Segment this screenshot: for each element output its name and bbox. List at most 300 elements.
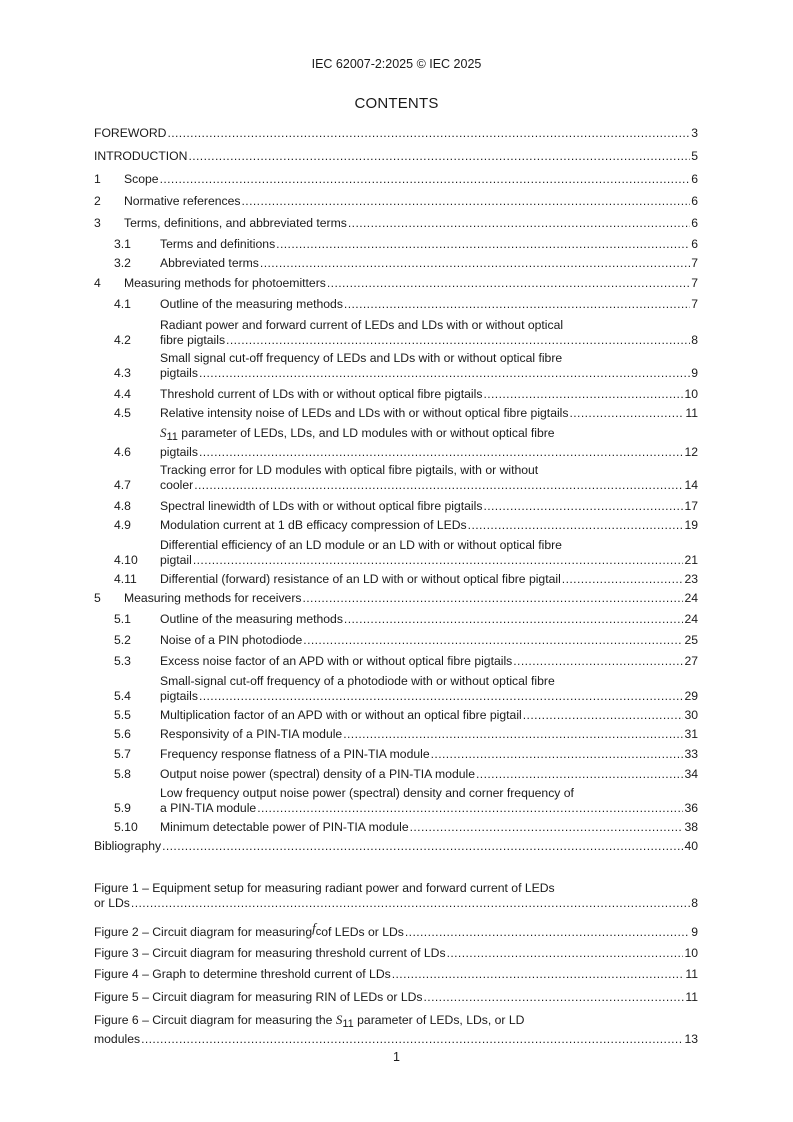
figure-title-text: Figure 5 – Circuit diagram for measuring RIN of LEDs or LDs — [94, 990, 423, 1004]
toc-row — [94, 387, 698, 402]
page-reference[interactable]: 10 — [684, 387, 698, 401]
toc-title-text: Differential (forward) resistance of an LD with or without optical fibre pigtail — [160, 572, 561, 586]
figure-title-text: modules — [94, 1032, 141, 1046]
toc-entry[interactable] — [94, 172, 698, 187]
toc-entry[interactable] — [94, 591, 698, 606]
toc-title-line — [124, 276, 698, 291]
page-reference[interactable]: 31 — [684, 727, 698, 741]
toc-title-text: parameter of LEDs, LDs, and LD modules with or without optical fibre — [177, 426, 555, 440]
toc-entry[interactable] — [94, 538, 698, 568]
section-number: 4.10 — [114, 553, 138, 567]
toc-title-text: cooler — [160, 478, 194, 492]
section-number: 5.5 — [114, 708, 131, 722]
toc-entry[interactable] — [94, 786, 698, 816]
figure-entry[interactable] — [94, 946, 698, 961]
toc-row — [94, 237, 698, 252]
toc-title-text: Normative references — [124, 194, 241, 208]
toc-entry[interactable] — [94, 318, 698, 348]
section-number: 5.6 — [114, 727, 131, 741]
toc-title-line — [160, 708, 698, 723]
toc-title-block — [94, 839, 698, 854]
dot-leader — [226, 333, 690, 348]
figure-title-text: Figure 3 – Circuit diagram for measuring threshold current of LDs — [94, 946, 446, 960]
toc-entry[interactable] — [94, 149, 698, 164]
section-number: 4.8 — [114, 499, 131, 513]
toc-entry[interactable] — [94, 276, 698, 291]
page-reference[interactable]: 17 — [684, 499, 698, 513]
figure-title-text: Figure 6 – Circuit diagram for measuring the — [94, 1013, 336, 1027]
math-subscript: 11 — [342, 1018, 354, 1030]
figure-entry[interactable] — [94, 1012, 698, 1047]
toc-title-line — [160, 727, 698, 742]
page-number: 1 — [393, 1050, 400, 1064]
dot-leader — [188, 149, 690, 164]
page-reference[interactable]: 30 — [684, 708, 698, 722]
figure-title-text: Figure 1 – Equipment setup for measuring radiant power and forward current of LEDs — [94, 881, 555, 895]
dot-leader — [260, 256, 690, 271]
section-number: 3.1 — [114, 237, 131, 251]
toc-entry[interactable] — [94, 256, 698, 271]
figure-title-block — [94, 1012, 698, 1047]
toc-title-block — [160, 387, 698, 402]
toc-title-line — [160, 445, 698, 460]
toc-entry[interactable] — [94, 194, 698, 209]
toc-title-text: Outline of the measuring methods — [160, 612, 343, 626]
toc-title-text: Radiant power and forward current of LEDs and LDs with or without optical — [160, 318, 564, 332]
page-reference[interactable]: 6 — [691, 237, 698, 251]
dot-leader — [523, 708, 684, 723]
section-number: 3 — [94, 216, 101, 230]
section-number: 5.2 — [114, 633, 131, 647]
page-reference[interactable]: 24 — [684, 591, 698, 605]
page-reference[interactable]: 5 — [691, 149, 698, 163]
section-number: 4.9 — [114, 518, 131, 532]
toc-row — [94, 820, 698, 835]
page-reference[interactable]: 6 — [691, 216, 698, 230]
toc-title-text: pigtail — [160, 553, 192, 567]
toc-title-text: fibre pigtails — [160, 333, 226, 347]
toc-title-line — [124, 194, 698, 209]
toc-title-text: Terms, definitions, and abbreviated terms — [124, 216, 347, 230]
figure-entry[interactable] — [94, 920, 698, 940]
toc-title-line — [94, 126, 698, 141]
figure-title-line — [94, 990, 698, 1005]
toc-title-block — [94, 126, 698, 141]
page-reference[interactable]: 29 — [684, 689, 698, 703]
toc-title-text: Threshold current of LDs with or without optical fibre pigtails — [160, 387, 483, 401]
toc-row — [94, 297, 698, 312]
page-reference[interactable]: 19 — [684, 518, 698, 532]
toc-title-line — [160, 318, 698, 333]
toc-title-block — [160, 425, 698, 460]
toc-title-text: pigtails — [160, 366, 198, 380]
toc-row — [94, 612, 698, 627]
toc-title-line — [160, 674, 698, 689]
toc-title-text: Minimum detectable power of PIN-TIA module — [160, 820, 409, 834]
toc-title-line — [160, 366, 698, 381]
toc-title-text: INTRODUCTION — [94, 149, 188, 163]
dot-leader — [303, 633, 683, 648]
figure-title-text: Figure 4 – Graph to determine threshold current of LDs — [94, 967, 391, 981]
toc-row — [94, 463, 698, 493]
toc-title-block — [160, 297, 698, 312]
toc-title-line — [160, 406, 698, 421]
dot-leader — [447, 946, 684, 961]
toc-entry[interactable] — [94, 518, 698, 533]
toc-title-block — [160, 654, 698, 669]
toc-title-block — [160, 820, 698, 835]
toc-title-block — [160, 538, 698, 568]
figure-title-block — [94, 967, 698, 982]
toc-row — [94, 216, 698, 231]
figure-title-text: of LEDs or LDs — [321, 925, 404, 939]
toc-title-text: Spectral linewidth of LDs with or without optical fibre pigtails — [160, 499, 483, 513]
toc-row — [94, 126, 698, 141]
math-symbol: $f_c$ — [312, 920, 322, 938]
dot-leader — [302, 591, 683, 606]
toc-title-line — [160, 333, 698, 348]
section-number: 4.11 — [114, 572, 137, 586]
toc-title-text: Excess noise factor of an APD with or without optical fibre pigtails — [160, 654, 513, 668]
toc-entry[interactable] — [94, 674, 698, 704]
figure-title-text: or LDs — [94, 896, 130, 910]
figure-entry[interactable] — [94, 990, 698, 1005]
toc-entry[interactable] — [94, 612, 698, 627]
dot-leader — [468, 518, 684, 533]
toc-title-line — [160, 518, 698, 533]
toc-title-block — [160, 318, 698, 348]
figure-title-line — [94, 946, 698, 961]
toc-title-block — [160, 237, 698, 252]
toc-title-text: Output noise power (spectral) density of a PIN-TIA module — [160, 767, 475, 781]
toc-row — [94, 499, 698, 514]
section-number: 4.2 — [114, 333, 131, 347]
toc-title-line — [160, 689, 698, 704]
toc-title-line — [160, 538, 698, 553]
toc-title-line — [160, 297, 698, 312]
toc-row — [94, 747, 698, 762]
toc-title-text: Small signal cut-off frequency of LEDs and LDs with or without optical fibre — [160, 351, 563, 365]
page-reference[interactable]: 8 — [691, 333, 698, 347]
figure-title-text: Figure 2 – Circuit diagram for measuring — [94, 925, 313, 939]
math-subscript: 11 — [166, 431, 178, 443]
toc-title-text: Relative intensity noise of LEDs and LDs with or without optical fibre pigtails — [160, 406, 569, 420]
toc-title-block — [160, 786, 698, 816]
section-number: 4.6 — [114, 445, 131, 459]
page-title: CONTENTS — [354, 95, 439, 112]
page-reference[interactable]: 8 — [691, 896, 698, 910]
page-reference[interactable]: 9 — [691, 925, 698, 939]
toc-title-block — [160, 518, 698, 533]
page-reference[interactable]: 21 — [684, 553, 698, 567]
toc-title-text: Small-signal cut-off frequency of a photodiode with or without optical fibre — [160, 674, 555, 688]
dot-leader — [424, 990, 685, 1005]
toc-entry[interactable] — [94, 727, 698, 742]
toc-title-text: Low frequency output noise power (spectral) density and corner frequency of — [160, 786, 574, 800]
toc-title-line — [160, 572, 698, 587]
page-reference[interactable]: 12 — [684, 445, 698, 459]
toc-row — [94, 256, 698, 271]
toc-title-text: Frequency response flatness of a PIN-TIA module — [160, 747, 430, 761]
page-reference[interactable]: 7 — [691, 297, 698, 311]
toc-title-block — [160, 351, 698, 381]
dot-leader — [160, 172, 691, 187]
toc-row — [94, 591, 698, 606]
page-reference[interactable]: 7 — [691, 276, 698, 290]
page-reference[interactable]: 11 — [685, 406, 698, 420]
toc-entry[interactable] — [94, 351, 698, 381]
toc-title-block — [160, 674, 698, 704]
toc-title-line — [160, 499, 698, 514]
toc-row — [94, 839, 698, 854]
toc-title-line — [160, 237, 698, 252]
section-number: 1 — [94, 172, 101, 186]
toc-title-block — [160, 767, 698, 782]
page-reference[interactable]: 40 — [684, 839, 698, 853]
toc-title-line — [160, 478, 698, 493]
toc-entry[interactable] — [94, 463, 698, 493]
section-number: 5.7 — [114, 747, 131, 761]
toc-title-line — [124, 172, 698, 187]
page-reference[interactable]: 13 — [684, 1032, 698, 1046]
toc-title-text: Outline of the measuring methods — [160, 297, 343, 311]
toc-row — [94, 318, 698, 348]
toc-row — [94, 351, 698, 381]
toc-title-line — [160, 612, 698, 627]
page-reference[interactable]: 11 — [685, 990, 698, 1004]
toc-title-text: Abbreviated terms — [160, 256, 259, 270]
page-reference[interactable]: 11 — [685, 967, 698, 981]
dot-leader — [242, 194, 691, 209]
toc-title-line — [160, 820, 698, 835]
section-number: 4.4 — [114, 387, 131, 401]
math-symbol: $S_{11}$ — [335, 1012, 354, 1030]
dot-leader — [344, 297, 690, 312]
toc-title-block — [124, 276, 698, 291]
toc-title-line — [160, 633, 698, 648]
dot-leader — [410, 820, 684, 835]
section-number: 4.3 — [114, 366, 131, 380]
toc-row — [94, 518, 698, 533]
section-number: 5.10 — [114, 820, 138, 834]
toc-entry[interactable] — [94, 216, 698, 231]
toc-title-text: Tracking error for LD modules with optical fibre pigtails, with or without — [160, 463, 539, 477]
dot-leader — [327, 276, 690, 291]
toc-entry[interactable] — [94, 297, 698, 312]
toc-title-text: Differential efficiency of an LD module or an LD with or without optical fibre — [160, 538, 562, 552]
page-reference[interactable]: 9 — [691, 366, 698, 380]
toc-title-text: Noise of a PIN photodiode — [160, 633, 303, 647]
math-symbol: $S_{11}$ — [160, 425, 178, 443]
toc-title-text: FOREWORD — [94, 126, 167, 140]
toc-entry[interactable] — [94, 633, 698, 648]
toc-entry[interactable] — [94, 126, 698, 141]
toc-entry[interactable] — [94, 406, 698, 421]
section-number: 5.8 — [114, 767, 131, 781]
page-reference[interactable]: 6 — [691, 172, 698, 186]
page-reference[interactable]: 6 — [691, 194, 698, 208]
page-reference[interactable]: 3 — [691, 126, 698, 140]
section-number: 2 — [94, 194, 101, 208]
dot-leader — [569, 406, 684, 421]
toc-entry[interactable] — [94, 747, 698, 762]
document-header: IEC 62007-2:2025 © IEC 2025 — [311, 57, 482, 71]
dot-leader — [167, 126, 690, 141]
toc-title-block — [160, 499, 698, 514]
toc-title-block — [160, 727, 698, 742]
page-reference[interactable]: 24 — [684, 612, 698, 626]
toc-title-line — [160, 747, 698, 762]
figure-title-line — [94, 896, 698, 911]
toc-title-line — [160, 256, 698, 271]
toc-title-block — [160, 463, 698, 493]
math-subscript: c — [315, 926, 322, 938]
dot-leader — [194, 478, 683, 493]
toc-entry[interactable] — [94, 767, 698, 782]
figure-title-block — [94, 990, 698, 1005]
toc-title-line — [124, 216, 698, 231]
toc-title-line — [160, 786, 698, 801]
dot-leader — [513, 654, 683, 669]
section-number: 5 — [94, 591, 101, 605]
figure-title-line — [94, 967, 698, 982]
dot-leader — [193, 553, 684, 568]
toc-entry[interactable] — [94, 387, 698, 402]
toc-title-block — [160, 572, 698, 587]
toc-row — [94, 149, 698, 164]
toc-row — [94, 172, 698, 187]
toc-title-block — [160, 708, 698, 723]
toc-entry[interactable] — [94, 839, 698, 854]
toc-entry[interactable] — [94, 499, 698, 514]
dot-leader — [276, 237, 690, 252]
section-number: 5.4 — [114, 689, 131, 703]
toc-row — [94, 276, 698, 291]
toc-entry[interactable] — [94, 654, 698, 669]
toc-row — [94, 425, 698, 460]
toc-title-block — [160, 612, 698, 627]
dot-leader — [199, 366, 690, 381]
toc-title-block — [160, 406, 698, 421]
toc-row — [94, 654, 698, 669]
section-number: 5.9 — [114, 801, 131, 815]
figure-title-text: parameter of LEDs, LDs, or LD — [353, 1013, 525, 1027]
toc-title-line — [160, 801, 698, 816]
toc-title-block — [160, 256, 698, 271]
toc-row — [94, 786, 698, 816]
page-reference[interactable]: 27 — [684, 654, 698, 668]
section-number: 4 — [94, 276, 101, 290]
toc-title-line — [160, 351, 698, 366]
toc-row — [94, 767, 698, 782]
toc-title-text: pigtails — [160, 445, 198, 459]
dot-leader — [476, 767, 683, 782]
section-number: 4.5 — [114, 406, 131, 420]
toc-row — [94, 538, 698, 568]
toc-entry[interactable] — [94, 820, 698, 835]
toc-row — [94, 194, 698, 209]
toc-title-text: Measuring methods for photoemitters — [124, 276, 326, 290]
toc-title-line — [160, 767, 698, 782]
toc-title-block — [124, 591, 698, 606]
toc-title-line — [160, 654, 698, 669]
section-number: 4.1 — [114, 297, 131, 311]
page-reference[interactable]: 23 — [684, 572, 698, 586]
toc-title-block — [124, 172, 698, 187]
toc-title-line — [94, 149, 698, 164]
dot-leader — [344, 612, 684, 627]
toc-title-block — [124, 216, 698, 231]
dot-leader — [199, 689, 684, 704]
section-number: 3.2 — [114, 256, 131, 270]
toc-title-line — [160, 553, 698, 568]
page-reference[interactable]: 38 — [684, 820, 698, 834]
dot-leader — [562, 572, 684, 587]
toc-row — [94, 633, 698, 648]
toc-entry[interactable] — [94, 572, 698, 587]
page-reference[interactable]: 7 — [691, 256, 698, 270]
toc-title-line — [124, 591, 698, 606]
dot-leader — [141, 1032, 683, 1047]
toc-entry[interactable] — [94, 425, 698, 460]
figure-title-block — [94, 881, 698, 911]
toc-title-block — [160, 633, 698, 648]
dot-leader — [483, 499, 683, 514]
dot-leader — [343, 727, 683, 742]
dot-leader — [348, 216, 690, 231]
toc-title-text: Multiplication factor of an APD with or without an optical fibre pigtail — [160, 708, 522, 722]
figure-title-line — [94, 881, 698, 896]
toc-title-text: Terms and definitions — [160, 237, 276, 251]
section-number: 5.1 — [114, 612, 131, 626]
section-number: 4.7 — [114, 478, 131, 492]
figure-title-line — [94, 1012, 698, 1032]
toc-row — [94, 406, 698, 421]
toc-title-block — [160, 747, 698, 762]
dot-leader — [131, 896, 690, 911]
toc-entry[interactable] — [94, 708, 698, 723]
toc-title-block — [94, 149, 698, 164]
page-reference[interactable]: 14 — [684, 478, 698, 492]
figure-entry[interactable] — [94, 967, 698, 982]
toc-title-text: pigtails — [160, 689, 198, 703]
figure-title-line — [94, 1032, 698, 1047]
toc-title-text: Scope — [124, 172, 159, 186]
toc-row — [94, 727, 698, 742]
page-reference[interactable]: 34 — [684, 767, 698, 781]
toc-title-text: a PIN-TIA module — [160, 801, 257, 815]
toc-title-text: Bibliography — [94, 839, 162, 853]
toc-row — [94, 572, 698, 587]
figure-title-block — [94, 946, 698, 961]
toc-title-text: Measuring methods for receivers — [124, 591, 302, 605]
page-reference[interactable]: 36 — [684, 801, 698, 815]
dot-leader — [199, 445, 684, 460]
figure-entry[interactable] — [94, 881, 698, 911]
dot-leader — [392, 967, 685, 982]
figure-title-block — [94, 920, 698, 940]
page-reference[interactable]: 25 — [684, 633, 698, 647]
page-reference[interactable]: 10 — [684, 946, 698, 960]
toc-entry[interactable] — [94, 237, 698, 252]
dot-leader — [483, 387, 683, 402]
section-number: 5.3 — [114, 654, 131, 668]
page-reference[interactable]: 33 — [684, 747, 698, 761]
toc-row — [94, 708, 698, 723]
dot-leader — [257, 801, 683, 816]
toc-title-line — [160, 387, 698, 402]
toc-title-line — [160, 425, 698, 445]
